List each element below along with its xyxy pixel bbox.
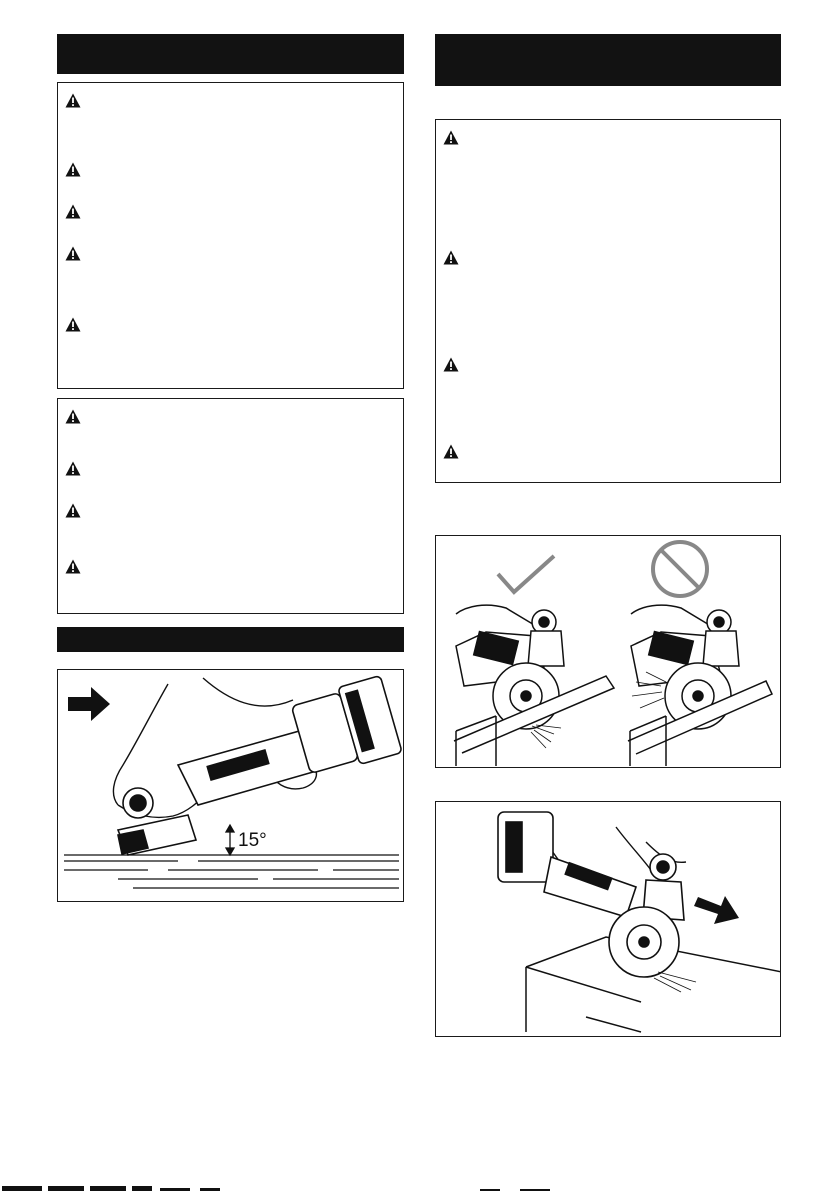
warning-triangle-icon: [65, 162, 81, 177]
warning-triangle-icon: [65, 204, 81, 219]
warning-triangle-icon: [65, 461, 81, 476]
figure-cutting-direction: [435, 801, 781, 1037]
left-section-heading-bar: [57, 34, 404, 74]
warning-triangle-icon: [65, 317, 81, 332]
figure-cutting-correct-incorrect: [435, 535, 781, 768]
warning-triangle-icon: [443, 130, 459, 145]
checkmark-icon: [498, 556, 554, 592]
warning-triangle-icon: [443, 250, 459, 265]
warning-triangle-icon: [65, 246, 81, 261]
footer-marks: [0, 1184, 840, 1192]
right-section-heading-bar: [435, 34, 781, 86]
arrow-right-icon: [694, 896, 739, 924]
warning-box-left-1: [57, 82, 404, 389]
arrow-right-icon: [68, 687, 110, 721]
angle-label: 15°: [238, 830, 267, 851]
warning-triangle-icon: [443, 357, 459, 372]
warning-box-left-2: [57, 398, 404, 614]
warning-triangle-icon: [65, 559, 81, 574]
warning-box-right: [435, 119, 781, 483]
warning-triangle-icon: [65, 93, 81, 108]
warning-triangle-icon: [65, 409, 81, 424]
figure-grinding-angle: [57, 669, 404, 902]
warning-triangle-icon: [443, 444, 459, 459]
prohibited-icon: [653, 542, 707, 596]
left-lower-heading-bar: [57, 627, 404, 652]
warning-triangle-icon: [65, 503, 81, 518]
